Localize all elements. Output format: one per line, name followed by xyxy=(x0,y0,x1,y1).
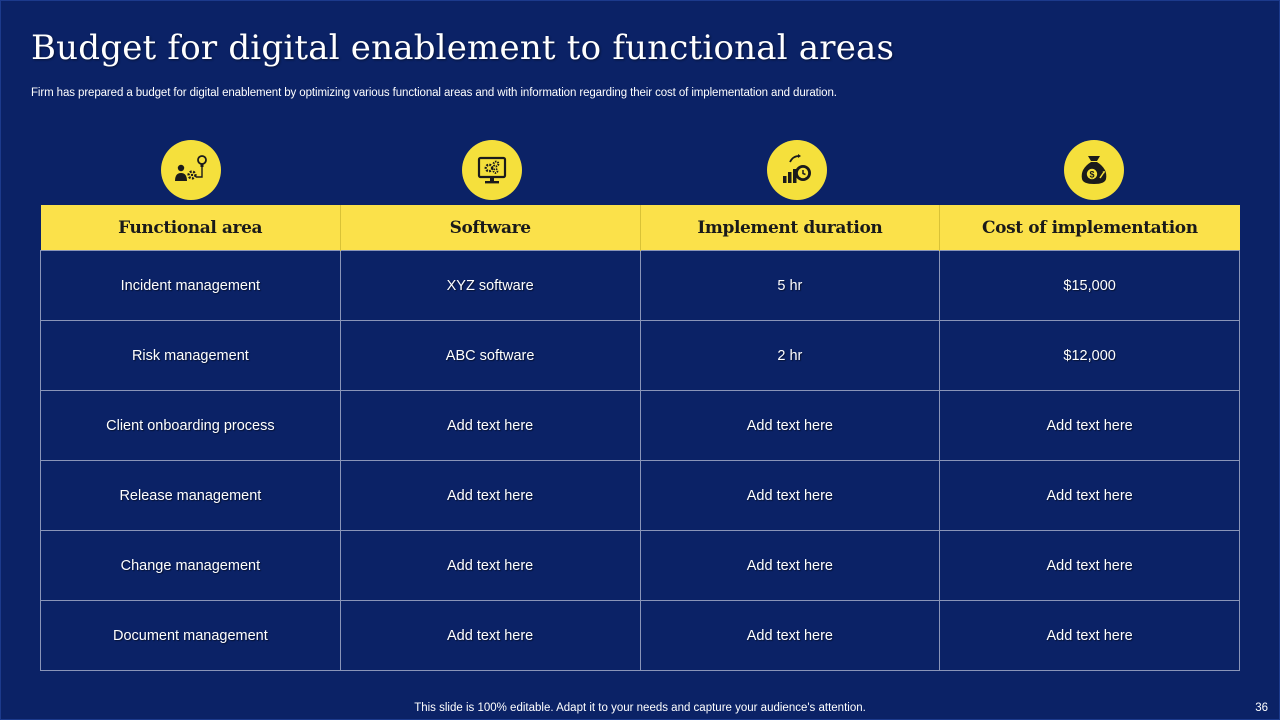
table-cell: Add text here xyxy=(940,461,1240,531)
table-cell: Client onboarding process xyxy=(41,391,341,461)
header-implement-duration: Implement duration xyxy=(640,206,940,251)
table-cell: Document management xyxy=(41,601,341,671)
page-number: 36 xyxy=(1255,702,1268,714)
header-functional-area: Functional area xyxy=(41,206,341,251)
slide-subtitle: Firm has prepared a budget for digital enablement by optimizing various functional areas and with information regarding their cost of implementation and duration. xyxy=(31,87,837,99)
money-bag-dollar-icon xyxy=(1064,140,1124,200)
svg-text:$: $ xyxy=(1089,169,1095,180)
monitor-gears-icon xyxy=(462,140,522,200)
table-cell: Change management xyxy=(41,531,341,601)
table-cell: Add text here xyxy=(940,601,1240,671)
table-cell: Add text here xyxy=(340,391,640,461)
table-cell: Add text here xyxy=(640,531,940,601)
table-row xyxy=(41,321,1240,391)
table-cell: XYZ software xyxy=(340,251,640,321)
table-cell: 5 hr xyxy=(640,251,940,321)
slide-footer: This slide is 100% editable. Adapt it to your needs and capture your audience's attention. xyxy=(414,702,866,714)
table-cell: Add text here xyxy=(640,391,940,461)
person-idea-gear-icon xyxy=(161,140,221,200)
table-header-row xyxy=(41,206,1240,251)
table-cell: Add text here xyxy=(640,461,940,531)
table-cell: Release management xyxy=(41,461,341,531)
chart-clock-gear-icon xyxy=(767,140,827,200)
table-row xyxy=(41,391,1240,461)
table-row xyxy=(41,531,1240,601)
table-cell: Incident management xyxy=(41,251,341,321)
table-cell: Add text here xyxy=(940,531,1240,601)
table-cell: Add text here xyxy=(340,601,640,671)
table-row xyxy=(41,601,1240,671)
table-row xyxy=(41,461,1240,531)
header-cost-of-implementation: Cost of implementation xyxy=(940,206,1240,251)
table-cell: Add text here xyxy=(340,461,640,531)
table-cell: Add text here xyxy=(340,531,640,601)
table-cell: $12,000 xyxy=(940,321,1240,391)
table-cell: 2 hr xyxy=(640,321,940,391)
table-cell: Add text here xyxy=(640,601,940,671)
table-cell: Risk management xyxy=(41,321,341,391)
budget-table xyxy=(40,205,1240,671)
table-row xyxy=(41,251,1240,321)
table-cell: ABC software xyxy=(340,321,640,391)
slide-title: Budget for digital enablement to functional areas xyxy=(31,28,895,68)
header-software: Software xyxy=(340,206,640,251)
table-cell: Add text here xyxy=(940,391,1240,461)
table-cell: $15,000 xyxy=(940,251,1240,321)
